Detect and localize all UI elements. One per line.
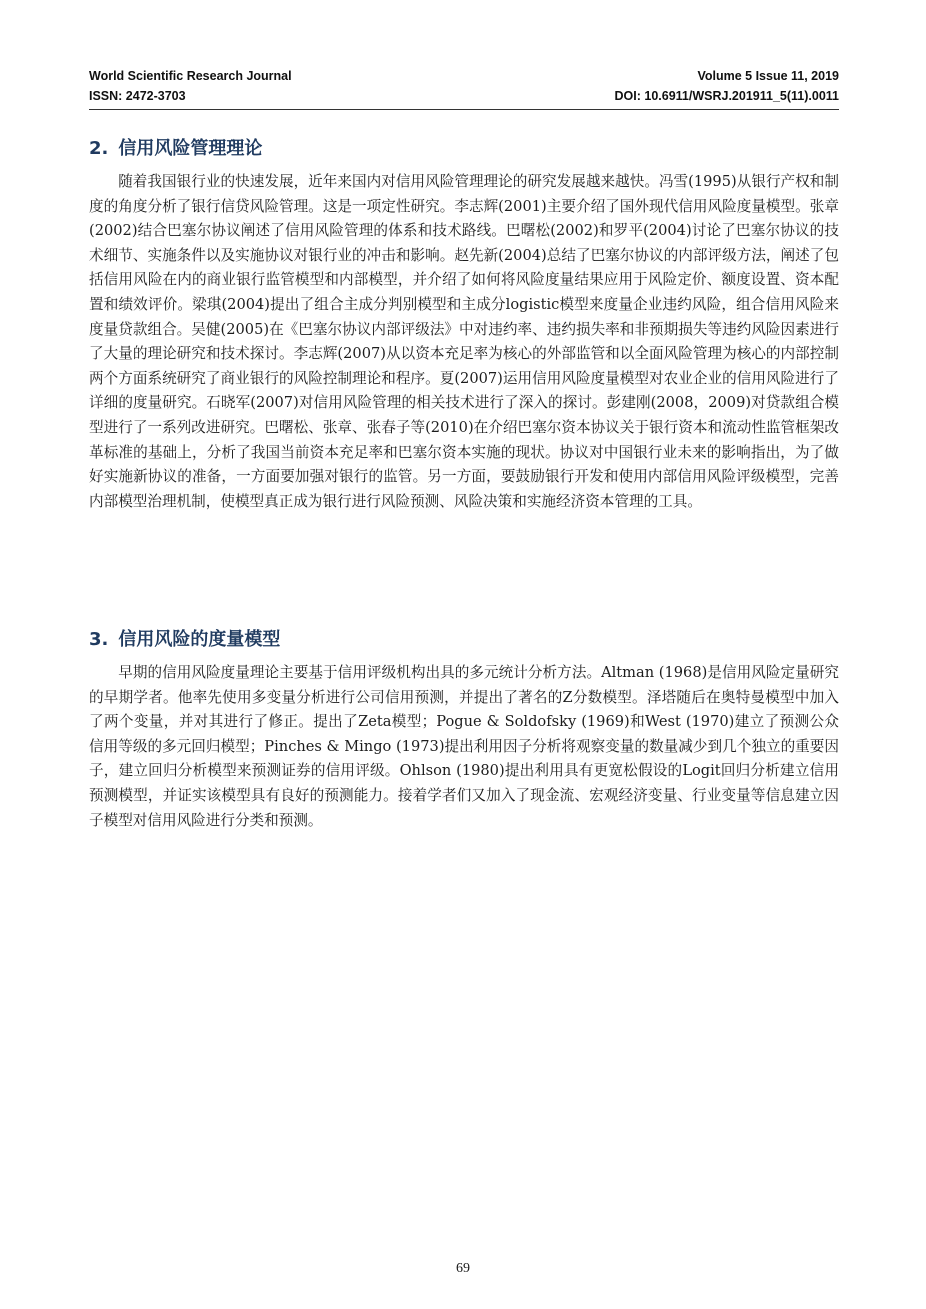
- section-credit-risk-theory: [89, 136, 839, 514]
- header-row-top: [89, 66, 839, 86]
- page-number: 69: [456, 1261, 470, 1276]
- journal-name: World Scientific Research Journal: [89, 69, 292, 83]
- section-paragraph: 随着我国银行业的快速发展，近年来国内对信用风险管理理论的研究发展越来越快。冯雪(1995)从银行产权和制度的角度分析了银行信贷风险管理。这是一项定性研究。李志辉(2001)主要介绍了国外现代信用风险度量模型。张章(2002)结合巴塞尔协议阐述了信用风险管理的体系和技术路线。巴曙松(2002)和罗平(2004)讨论了巴塞尔协议的技术细节、实施条件以及实施协议对银行业的冲击和影响。赵先新(2004)总结了巴塞尔协议的内部评级方法，阐述了包括信用风险在内的商业银行监管模型和内部模型，并介绍了如何将风险度量结果应用于风险定价、额度设置、资本配置和绩效评价。梁琪(2004)提出了组合主成分判别模型和主成分logistic模型来度量企业违约风险，组合信用风险来度量贷款组合。吴健(2005)在《巴塞尔协议内部评级法》中对违约率、违约损失率和非预期损失等违约风险因素进行了大量的理论研究和技术探讨。李志辉(2007)从以资本充足率为核心的外部监管和以全面风险管理为核心的内部控制两个方面系统研究了商业银行的风险控制理论和程序。夏(2007)运用信用风险度量模型对农业企业的信用风险进行了详细的度量研究。石晓军(2007)对信用风险管理的相关技术进行了深入的探讨。彭建刚(2008，2009)对贷款组合模型进行了一系列改进研究。巴曙松、张章、张春子等(2010)在介绍巴塞尔资本协议关于银行资本和流动性监管框架改革标准的基础上，分析了我国当前资本充足率和巴塞尔资本实施的现状。协议对中国银行业未来的影响指出，为了做好实施新协议的准备，一方面要加强对银行的监管。另一方面，要鼓励银行开发和使用内部信用风险评级模型，完善内部模型治理机制，使模型真正成为银行进行风险预测、风险决策和实施经济资本管理的工具。: [89, 173, 840, 510]
- section-credit-risk-models: [89, 627, 839, 833]
- section-title: 信用风险的度量模型: [118, 629, 281, 650]
- section-heading: [89, 136, 839, 162]
- volume-issue: Volume 5 Issue 11, 2019: [697, 69, 839, 83]
- section-paragraph: 早期的信用风险度量理论主要基于信用评级机构出具的多元统计分析方法。Altman (1968)是信用风险定量研究的早期学者。他率先使用多变量分析进行公司信用预测，并提出了著名的Z分数模型。泽塔随后在奥特曼模型中加入了两个变量，并对其进行了修正。提出了Zeta模型；Pogue & Soldofsky (1969)和West (1970)建立了预测公众信用等级的多元回归模型；Pinches & Mingo (1973)提出利用因子分析将观察变量的数量减少到几个独立的重要因子，建立回归分析模型来预测证券的信用评级。Ohlson (1980)提出利用具有更宽松假设的Logit回归分析建立信用预测模型，并证实该模型具有良好的预测能力。接着学者们又加入了现金流、宏观经济变量、行业变量等信息建立因子模型对信用风险进行分类和预测。: [89, 664, 839, 829]
- running-header: [89, 66, 839, 110]
- section-number: 2.: [89, 138, 109, 159]
- issn: ISSN: 2472-3703: [89, 89, 186, 103]
- header-divider: [89, 109, 839, 110]
- section-number: 3.: [89, 629, 109, 650]
- doi: DOI: 10.6911/WSRJ.201911_5(11).0011: [614, 89, 839, 103]
- section-title: 信用风险管理理论: [118, 138, 263, 159]
- section-heading: [89, 627, 839, 653]
- header-row-bottom: [89, 86, 839, 106]
